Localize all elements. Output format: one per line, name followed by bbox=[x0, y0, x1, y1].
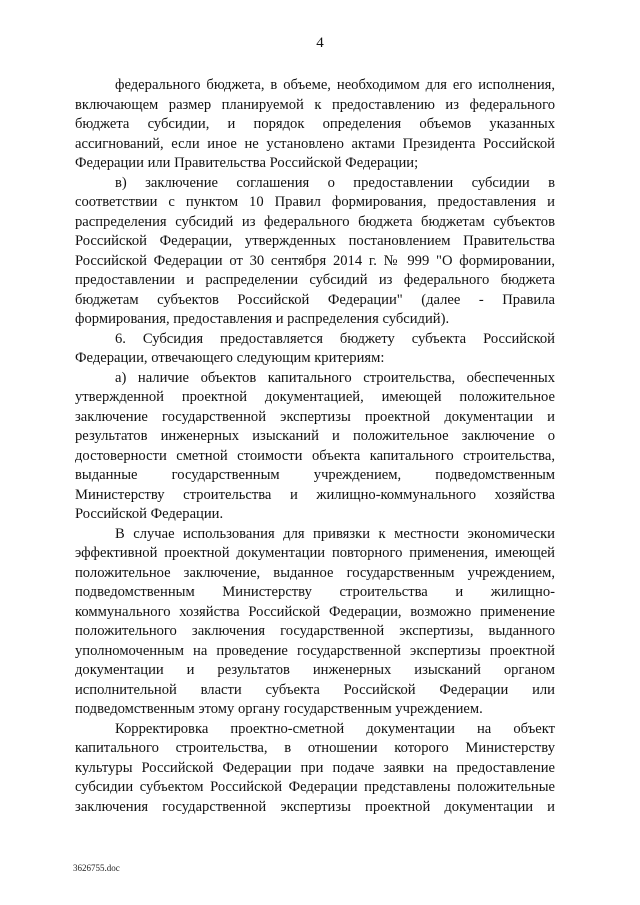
text-line: формирования, предоставления и распределения субсидий). bbox=[75, 311, 450, 327]
paragraph bbox=[75, 525, 555, 720]
text-line: достоверности сметной стоимости объекта капитального строительства, bbox=[75, 447, 555, 464]
text-line: 6. Субсидия предоставляется бюджету субъекта Российской bbox=[115, 330, 555, 347]
text-line: Российской Федерации от 30 сентября 2014 г. № 999 "О формировании, bbox=[75, 252, 555, 269]
text-line: подведомственным этому органу государственным учреждением. bbox=[75, 701, 483, 717]
text-line: коммунального хозяйства Российской Федерации, возможно применение bbox=[75, 603, 555, 620]
text-line: Федерации, отвечающего следующим критериям: bbox=[75, 350, 385, 366]
text-line: а) наличие объектов капитального строительства, обеспеченных bbox=[115, 369, 555, 386]
text-line: ассигнований, если иное не установлено актами Президента Российской bbox=[75, 135, 555, 152]
text-line: Российской Федерации, утвержденных постановлением Правительства bbox=[75, 233, 555, 249]
text-line: бюджетам субъектов Российской Федерации" (далее - Правила bbox=[75, 291, 555, 308]
text-line: эффективной проектной документации повторного применения, имеющей bbox=[75, 545, 555, 561]
paragraph bbox=[75, 76, 555, 174]
text-line: положительного заключения государственной экспертизы, выданного bbox=[75, 623, 555, 639]
paragraph bbox=[75, 369, 555, 525]
text-line: включающем размер планируемой к предоставлению из федерального bbox=[75, 96, 555, 113]
text-line: заключения государственной экспертизы проектной документации и bbox=[75, 798, 555, 815]
text-line: утвержденной проектной документацией, имеющей положительное bbox=[75, 389, 555, 405]
text-line: распределения субсидий из федерального бюджета бюджетам субъектов bbox=[75, 213, 555, 230]
text-line: заключение государственной экспертизы проектной документации и bbox=[75, 408, 555, 425]
file-name-footer: 3626755.doc bbox=[73, 863, 120, 873]
text-line: Министерству строительства и жилищно-коммунального хозяйства bbox=[75, 486, 555, 503]
text-line: федерального бюджета, в объеме, необходимом для его исполнения, bbox=[115, 77, 555, 93]
text-line: капитального строительства, в отношении которого Министерству bbox=[75, 740, 555, 756]
text-line: подведомственным Министерству строительства и жилищно- bbox=[75, 584, 555, 600]
text-line: соответствии с пунктом 10 Правил формирования, предоставления и bbox=[75, 194, 555, 210]
text-line: выданные государственным учреждением, подведомственным bbox=[75, 467, 555, 483]
text-line: исполнительной власти субъекта Российской Федерации или bbox=[75, 681, 555, 698]
text-line: уполномоченным на проведение государственной экспертизы проектной bbox=[75, 642, 555, 659]
paragraph bbox=[75, 330, 555, 369]
paragraph bbox=[75, 720, 555, 818]
text-line: бюджета субсидии, и порядок определения объемов указанных bbox=[75, 116, 555, 132]
text-line: предоставлении и распределении субсидий из федерального бюджета bbox=[75, 272, 555, 288]
document-body bbox=[75, 76, 555, 817]
page-number: 4 bbox=[316, 35, 324, 51]
text-line: в) заключение соглашения о предоставлении субсидии в bbox=[115, 174, 555, 191]
text-line: субсидии субъектом Российской Федерации представлены положительные bbox=[75, 779, 555, 795]
text-line: В случае использования для привязки к местности экономически bbox=[115, 525, 555, 542]
text-line: Федерации или Правительства Российской Федерации; bbox=[75, 155, 419, 171]
text-line: Российской Федерации. bbox=[75, 506, 224, 522]
text-line: документации и результатов инженерных изысканий органом bbox=[75, 662, 555, 678]
paragraph bbox=[75, 174, 555, 330]
text-line: культуры Российской Федерации при подаче заявки на предоставление bbox=[75, 759, 555, 776]
text-line: Корректировка проектно-сметной документации на объект bbox=[115, 720, 555, 737]
text-line: результатов инженерных изысканий и положительное заключение о bbox=[75, 428, 555, 444]
text-line: положительное заключение, выданное государственным учреждением, bbox=[75, 564, 555, 581]
